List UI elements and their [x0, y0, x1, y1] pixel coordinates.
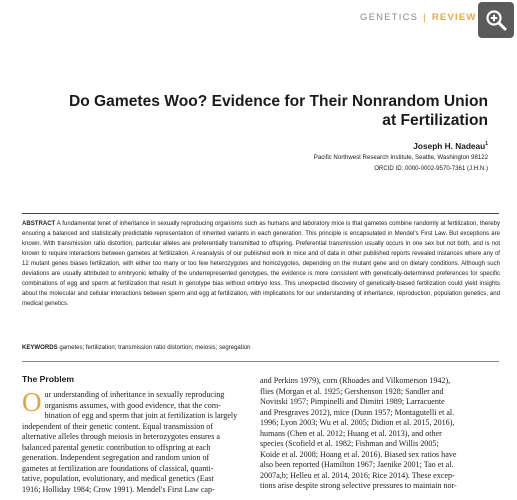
text-line: 1916; Holliday 1984; Crow 1991). Mendel's First Law cap-	[22, 484, 215, 494]
text-line: 2007a,b; Helleu et al. 2014, 2016; Rice 2014). These excep-	[260, 470, 455, 480]
author-name-text: Joseph H. Nadeau	[413, 141, 486, 151]
text-line: gametes at fertilization are foundations of classical, quanti-	[22, 463, 214, 473]
text-line: also been reported (Hamilton 1967; Jaenike 2001; Tao et al.	[260, 460, 454, 470]
article-title: Do Gametes Woo? Evidence for Their Nonrandom Union at Fertilization	[68, 93, 488, 129]
text-line: organisms assumes, with good evidence, that the com-	[44, 400, 221, 410]
text-line: independent of their genetic content. Equal transmission of	[22, 421, 214, 431]
text-line: bination of egg and sperm that join at fertilization is largely	[44, 411, 238, 421]
section-heading: The Problem	[22, 374, 75, 384]
text-line: humans (Chen et al. 2012; Huang et al. 2013), and other	[260, 428, 442, 438]
keywords-label: KEYWORDS	[22, 345, 58, 351]
text-line: tions arise despite strong selective pressures to maintain nor-	[260, 481, 457, 491]
keywords	[22, 345, 500, 351]
author-name	[413, 141, 488, 151]
drop-cap: O	[22, 387, 42, 417]
body-column-right	[260, 376, 500, 492]
text-line: generation. Independent segregation and random union of	[22, 453, 210, 463]
abstract-top-rule	[22, 213, 499, 214]
text-line: and Perkins 1979), corn (Rhoades and Vilkomerson 1942),	[260, 376, 451, 385]
header-separator: |	[423, 12, 427, 23]
author-footnote-mark: 1	[485, 141, 488, 148]
text-line: species (Scofield et al. 1982; Fishman and Willis 2005;	[260, 439, 439, 449]
text-line: flies (Morgan et al. 1925; Gershenson 1928; Sandler and	[260, 386, 444, 396]
keywords-text: gametes; fertilization; transmission ratio distortion; meiosis; segregation	[59, 345, 251, 351]
zoom-button[interactable]	[478, 2, 514, 38]
author-affiliation: Pacific Northwest Research Institute, Seattle, Washington 98122	[313, 154, 488, 161]
text-line: balanced parental genetic contribution to offspring at each	[22, 442, 211, 452]
text-line: and Presgraves 2012), mice (Dunn 1957; Montagutelli et al.	[260, 407, 455, 417]
text-line: ur understanding of inheritance in sexually reproducing	[44, 390, 225, 399]
text-line: Novitski 1957; Pimpinelli and Dimitri 1989; Larracuente	[260, 397, 445, 407]
article-type: REVIEW	[431, 12, 477, 23]
text-line: alternative alleles through meiosis in heterozygotes ensures a	[22, 432, 221, 442]
orcid-id: ORCID ID: 0000-0002-9570-7361 (J.H.N.)	[374, 165, 488, 172]
abstract	[22, 219, 500, 309]
abstract-label: ABSTRACT	[22, 221, 56, 227]
abstract-bottom-rule	[22, 361, 499, 362]
journal-name: GENETICS	[360, 12, 419, 23]
abstract-text: A fundamental tenet of inheritance in sexually reproducing organisms such as humans and laboratory mice is that gametes combine randomly at fertilization, thereby ensuring a balanced and statistically predictable representation of inherited variants in each generation. This principle is encapsulated in Mendel's First Law. But exceptions are known. With transmission ratio distortion, particular alleles are preferentially transmitted to offspring. Preferential transmission usually occurs in one sex but not both, and is not known to require interactions between gametes at fertilization. A reanalysis of our published work in mice and of data in other published reports revealed instances where any of 12 mutant genes biases fertilization, with either too many or too few heterozygotes and homozygotes, depending on the mutant gene and on dietary conditions. Although such deviations are usually attributed to embryonic lethality of the underrepresented genotypes, the evidence is more consistent with genetically-determined preferences for specific combinations of egg and sperm at fertilization that result in genotype bias without embryo loss. This unexpected discovery of genetically-biased fertilization could yield insights about the molecular and cellular interactions between sperm and egg at fertilization, with implications for our understanding of inheritance, reproduction, population genetics, and medical genetics.	[22, 221, 500, 308]
text-line: 1996; Lyon 2003; Wu et al. 2005; Didion et al. 2015, 2016),	[260, 418, 455, 428]
body-column-left	[22, 387, 250, 495]
journal-header	[360, 12, 477, 23]
zoom-in-icon	[484, 8, 508, 32]
text-line: tative, population, evolutionary, and medical genetics (East	[22, 474, 214, 484]
text-line: Koide et al. 2008; Hoang et al. 2016). Biased sex ratios have	[260, 449, 457, 459]
